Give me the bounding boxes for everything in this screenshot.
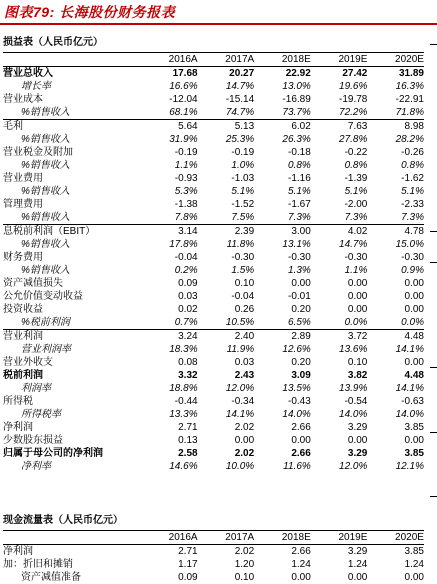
row-value: 3.00 xyxy=(291,226,311,237)
table-row xyxy=(3,382,424,395)
table-row xyxy=(3,395,424,408)
row-value: 7.3% xyxy=(401,212,424,223)
table-row xyxy=(3,303,424,316)
table-row xyxy=(3,198,424,211)
row-label: 公允价值变动收益 xyxy=(3,291,83,302)
row-label: 利润率 xyxy=(21,383,51,394)
row-value: 4.48 xyxy=(404,370,424,381)
table-row xyxy=(3,67,424,80)
row-value: 13.9% xyxy=(339,383,368,394)
year-header: 2016A xyxy=(168,54,198,65)
row-value: 11.9% xyxy=(226,344,255,355)
row-value: 3.09 xyxy=(291,370,311,381)
row-value: 12.0% xyxy=(339,461,368,472)
row-value: 3.32 xyxy=(178,370,198,381)
row-value: -0.18 xyxy=(287,147,311,158)
row-value: 27.8% xyxy=(339,134,368,145)
row-value: 72.2% xyxy=(339,107,368,118)
row-value: 0.00 xyxy=(404,572,424,583)
row-value: 16.3% xyxy=(395,81,424,92)
row-value: -0.93 xyxy=(174,173,198,184)
row-value: -0.34 xyxy=(231,396,255,407)
row-label: 资产减值准备 xyxy=(21,572,81,583)
row-value: 1.1% xyxy=(344,265,368,276)
row-label: 税前利润 xyxy=(3,370,43,381)
row-value: 22.92 xyxy=(285,68,311,79)
row-value: 73.7% xyxy=(282,107,311,118)
row-value: 3.72 xyxy=(347,331,368,342)
row-value: -16.89 xyxy=(282,94,311,105)
table-row xyxy=(3,329,424,343)
row-value: -12.04 xyxy=(169,94,198,105)
table-row xyxy=(3,369,424,382)
income-statement xyxy=(3,36,424,473)
row-value: 0.00 xyxy=(347,572,368,583)
row-label: 资产减值损失 xyxy=(3,278,63,289)
row-value: 0.00 xyxy=(347,278,368,289)
row-value: 3.29 xyxy=(347,448,368,459)
table-row xyxy=(3,185,424,198)
row-value: 14.0% xyxy=(395,409,424,420)
table-row xyxy=(3,421,424,434)
row-label: 投资收益 xyxy=(3,304,43,315)
year-header: 2018E xyxy=(281,532,311,543)
row-value: 12.1% xyxy=(395,461,424,472)
row-label: 少数股东损益 xyxy=(3,435,63,446)
row-value: 0.00 xyxy=(404,357,424,368)
row-value: -1.67 xyxy=(287,199,311,210)
row-value: 1.0% xyxy=(231,160,255,171)
row-value: 6.02 xyxy=(291,121,311,132)
row-value: 2.58 xyxy=(178,448,198,459)
row-label: %销售收入 xyxy=(21,239,70,250)
row-value: 3.24 xyxy=(178,331,198,342)
row-value: 11.6% xyxy=(283,461,311,472)
year-header: 2019E xyxy=(338,532,368,543)
year-header: 2018E xyxy=(281,54,311,65)
row-label: 加：折旧和摊销 xyxy=(3,559,73,570)
table-row xyxy=(3,211,424,224)
table-row xyxy=(3,224,424,238)
table-row xyxy=(3,316,424,329)
row-value: -0.22 xyxy=(344,147,368,158)
row-value: 27.42 xyxy=(342,68,368,79)
table-row xyxy=(3,106,424,119)
row-value: 1.24 xyxy=(291,559,311,570)
row-value: 0.7% xyxy=(174,317,198,328)
row-value: 0.13 xyxy=(178,435,198,446)
row-value: 14.1% xyxy=(395,383,424,394)
row-value: 13.5% xyxy=(282,383,311,394)
row-value: 8.98 xyxy=(404,121,424,132)
row-value: 0.03 xyxy=(178,291,198,302)
row-value: 15.0% xyxy=(395,239,424,250)
income-year-header xyxy=(3,53,424,67)
row-value: 0.8% xyxy=(344,160,368,171)
row-value: 4.02 xyxy=(347,226,368,237)
row-value: 0.8% xyxy=(287,160,311,171)
row-value: 5.3% xyxy=(174,186,198,197)
row-value: 7.8% xyxy=(174,212,198,223)
row-value: -22.91 xyxy=(395,94,424,105)
row-value: 3.29 xyxy=(347,422,368,433)
row-value: 7.63 xyxy=(347,121,368,132)
row-value: 0.00 xyxy=(291,278,311,289)
row-value: 10.0% xyxy=(225,461,255,472)
row-value: 31.9% xyxy=(169,134,198,145)
table-row xyxy=(3,277,424,290)
row-label: 营业外收支 xyxy=(3,357,53,368)
row-value: 1.24 xyxy=(404,559,424,570)
row-value: 16.6% xyxy=(169,81,198,92)
row-value: 19.6% xyxy=(339,81,368,92)
row-value: -0.54 xyxy=(344,396,368,407)
row-value: 0.9% xyxy=(401,265,424,276)
year-header: 2017A xyxy=(225,54,255,65)
row-value: 0.00 xyxy=(291,572,311,583)
year-header: 2019E xyxy=(338,54,368,65)
row-value: 14.0% xyxy=(282,409,311,420)
row-value: 5.1% xyxy=(287,186,311,197)
row-value: -0.43 xyxy=(287,396,311,407)
row-value: 3.85 xyxy=(404,422,424,433)
row-value: -0.01 xyxy=(287,291,311,302)
table-row xyxy=(3,264,424,277)
row-value: 14.7% xyxy=(225,81,255,92)
row-value: -0.04 xyxy=(231,291,255,302)
row-label: 息税前利润（EBIT） xyxy=(3,226,96,237)
row-value: 0.0% xyxy=(401,317,424,328)
row-value: -0.30 xyxy=(287,252,311,263)
row-value: 31.89 xyxy=(398,68,424,79)
row-label: 归属于母公司的净利润 xyxy=(3,448,103,459)
row-value: 7.5% xyxy=(231,212,255,223)
row-value: 1.17 xyxy=(178,559,198,570)
cashflow-statement xyxy=(3,514,424,584)
row-label: 营业成本 xyxy=(3,94,43,105)
table-row xyxy=(3,356,424,369)
row-value: -0.04 xyxy=(174,252,198,263)
cashflow-rows xyxy=(3,545,424,584)
row-value: 3.29 xyxy=(347,546,368,557)
row-label: 财务费用 xyxy=(3,252,43,263)
row-label: 增长率 xyxy=(21,81,51,92)
row-value: -0.26 xyxy=(401,147,424,158)
row-value: 20.27 xyxy=(229,68,255,79)
row-value: 2.02 xyxy=(234,422,255,433)
row-value: 5.1% xyxy=(231,186,255,197)
row-value: 14.1% xyxy=(395,344,424,355)
row-label: 营业利润 xyxy=(3,331,43,342)
table-row xyxy=(3,133,424,146)
row-value: 5.1% xyxy=(344,186,368,197)
row-label: %销售收入 xyxy=(21,134,70,145)
row-value: 0.20 xyxy=(291,304,311,315)
cashflow-heading: 现金流量表（人民币亿元） xyxy=(3,515,123,526)
row-value: 2.39 xyxy=(234,226,255,237)
row-value: 3.85 xyxy=(404,448,424,459)
row-value: 1.20 xyxy=(234,559,255,570)
row-value: 12.6% xyxy=(282,344,311,355)
row-value: 14.7% xyxy=(339,239,368,250)
row-value: 11.8% xyxy=(226,239,255,250)
table-row xyxy=(3,238,424,251)
row-value: -19.78 xyxy=(339,94,368,105)
row-value: 71.8% xyxy=(395,107,424,118)
row-label: 营业利润率 xyxy=(21,344,71,355)
row-value: 2.66 xyxy=(291,422,311,433)
row-value: 0.00 xyxy=(291,435,311,446)
row-value: -0.30 xyxy=(401,252,424,263)
row-value: -1.62 xyxy=(401,173,424,184)
row-value: 0.26 xyxy=(234,304,255,315)
table-row xyxy=(3,146,424,159)
row-value: 2.66 xyxy=(291,448,311,459)
row-value: 12.0% xyxy=(225,383,255,394)
row-value: 2.71 xyxy=(178,546,198,557)
row-value: 0.0% xyxy=(344,317,368,328)
row-value: 17.8% xyxy=(169,239,198,250)
row-value: 0.00 xyxy=(347,291,368,302)
row-value: 14.6% xyxy=(169,461,198,472)
row-label: %销售收入 xyxy=(21,160,70,171)
row-label: %销售收入 xyxy=(21,186,70,197)
row-label: %销售收入 xyxy=(21,107,70,118)
row-label: 营业费用 xyxy=(3,173,43,184)
row-value: 17.68 xyxy=(172,68,198,79)
table-row xyxy=(3,408,424,421)
table-row xyxy=(3,93,424,106)
row-value: 3.14 xyxy=(178,226,198,237)
row-value: 0.03 xyxy=(234,357,255,368)
row-value: 7.3% xyxy=(344,212,368,223)
row-value: 2.71 xyxy=(178,422,198,433)
row-value: -0.19 xyxy=(174,147,198,158)
table-row xyxy=(3,558,424,571)
row-value: 74.7% xyxy=(225,107,255,118)
row-value: -1.39 xyxy=(344,173,368,184)
table-row xyxy=(3,571,424,584)
row-value: 28.2% xyxy=(395,134,424,145)
table-row xyxy=(3,460,424,473)
row-value: 5.13 xyxy=(234,121,255,132)
row-value: 1.5% xyxy=(231,265,255,276)
row-value: 2.40 xyxy=(234,331,255,342)
row-value: -0.44 xyxy=(174,396,198,407)
row-value: 6.5% xyxy=(287,317,311,328)
row-value: 25.3% xyxy=(225,134,255,145)
row-value: 0.02 xyxy=(178,304,198,315)
row-value: 68.1% xyxy=(169,107,198,118)
row-value: 1.1% xyxy=(174,160,198,171)
row-value: 0.10 xyxy=(347,357,368,368)
row-label: %销售收入 xyxy=(21,265,70,276)
row-label: 净利润 xyxy=(3,422,33,433)
table-row xyxy=(3,251,424,264)
row-value: -0.30 xyxy=(231,252,255,263)
row-value: 0.10 xyxy=(234,278,255,289)
table-row xyxy=(3,172,424,185)
row-value: 2.02 xyxy=(234,546,255,557)
row-value: 14.0% xyxy=(339,409,368,420)
row-value: 0.00 xyxy=(347,435,368,446)
row-value: -0.30 xyxy=(344,252,368,263)
row-label: 管理费用 xyxy=(3,199,43,210)
row-value: 2.02 xyxy=(234,448,255,459)
row-label: %销售收入 xyxy=(21,212,70,223)
row-value: -2.00 xyxy=(344,199,368,210)
row-value: 18.3% xyxy=(169,344,198,355)
row-value: 0.09 xyxy=(178,572,198,583)
row-value: 0.00 xyxy=(404,291,424,302)
row-value: -2.33 xyxy=(401,199,424,210)
row-value: 2.89 xyxy=(291,331,311,342)
adjacent-column-edge xyxy=(428,26,437,557)
row-value: 13.3% xyxy=(169,409,198,420)
year-header: 2020E xyxy=(395,532,424,543)
row-value: 5.64 xyxy=(178,121,198,132)
row-value: 0.00 xyxy=(404,278,424,289)
row-value: 0.10 xyxy=(234,572,255,583)
row-value: 0.00 xyxy=(404,435,424,446)
row-value: 10.5% xyxy=(225,317,255,328)
row-label: 净利率 xyxy=(21,461,51,472)
row-value: 0.8% xyxy=(401,160,424,171)
year-header: 2017A xyxy=(225,532,255,543)
figure-title: 图表79: 长海股份财务报表 xyxy=(4,4,176,20)
row-value: 26.3% xyxy=(282,134,311,145)
row-value: 0.00 xyxy=(347,304,368,315)
row-value: -1.16 xyxy=(287,173,311,184)
table-row xyxy=(3,119,424,133)
row-value: 13.1% xyxy=(282,239,311,250)
row-value: 4.48 xyxy=(404,331,424,342)
title-rule xyxy=(0,23,437,25)
row-value: 1.24 xyxy=(347,559,368,570)
row-value: 3.85 xyxy=(404,546,424,557)
row-value: 0.08 xyxy=(178,357,198,368)
row-value: -0.63 xyxy=(401,396,424,407)
row-value: 5.1% xyxy=(401,186,424,197)
table-row xyxy=(3,80,424,93)
cashflow-year-header xyxy=(3,531,424,545)
row-value: -15.14 xyxy=(225,94,255,105)
year-header: 2016A xyxy=(168,532,198,543)
table-row xyxy=(3,159,424,172)
income-rows xyxy=(3,67,424,473)
row-label: %税前利润 xyxy=(21,317,70,328)
row-value: -0.19 xyxy=(231,147,255,158)
row-value: 0.00 xyxy=(234,435,255,446)
row-value: 13.6% xyxy=(339,344,368,355)
row-label: 毛利 xyxy=(3,121,23,132)
row-value: 0.09 xyxy=(178,278,198,289)
row-value: 7.3% xyxy=(287,212,311,223)
row-label: 所得税 xyxy=(3,396,33,407)
row-value: 0.00 xyxy=(404,304,424,315)
table-row xyxy=(3,545,424,558)
row-value: 0.2% xyxy=(174,265,198,276)
year-header: 2020E xyxy=(395,54,424,65)
row-value: 2.66 xyxy=(291,546,311,557)
row-label: 营业总收入 xyxy=(3,68,53,79)
row-value: -1.03 xyxy=(231,173,255,184)
table-row xyxy=(3,290,424,303)
row-value: -1.52 xyxy=(231,199,255,210)
row-value: 0.20 xyxy=(291,357,311,368)
row-value: 14.1% xyxy=(225,409,255,420)
table-row xyxy=(3,447,424,460)
table-row xyxy=(3,343,424,356)
row-value: 13.0% xyxy=(282,81,311,92)
table-row xyxy=(3,434,424,447)
row-value: -1.38 xyxy=(174,199,198,210)
row-value: 3.82 xyxy=(347,370,368,381)
income-heading: 损益表（人民币亿元） xyxy=(3,37,103,48)
row-label: 所得税率 xyxy=(21,409,61,420)
row-value: 4.78 xyxy=(404,226,424,237)
row-value: 18.8% xyxy=(169,383,198,394)
row-value: 1.3% xyxy=(287,265,311,276)
row-label: 营业税金及附加 xyxy=(3,147,73,158)
row-value: 2.43 xyxy=(234,370,255,381)
row-label: 净利润 xyxy=(3,546,33,557)
